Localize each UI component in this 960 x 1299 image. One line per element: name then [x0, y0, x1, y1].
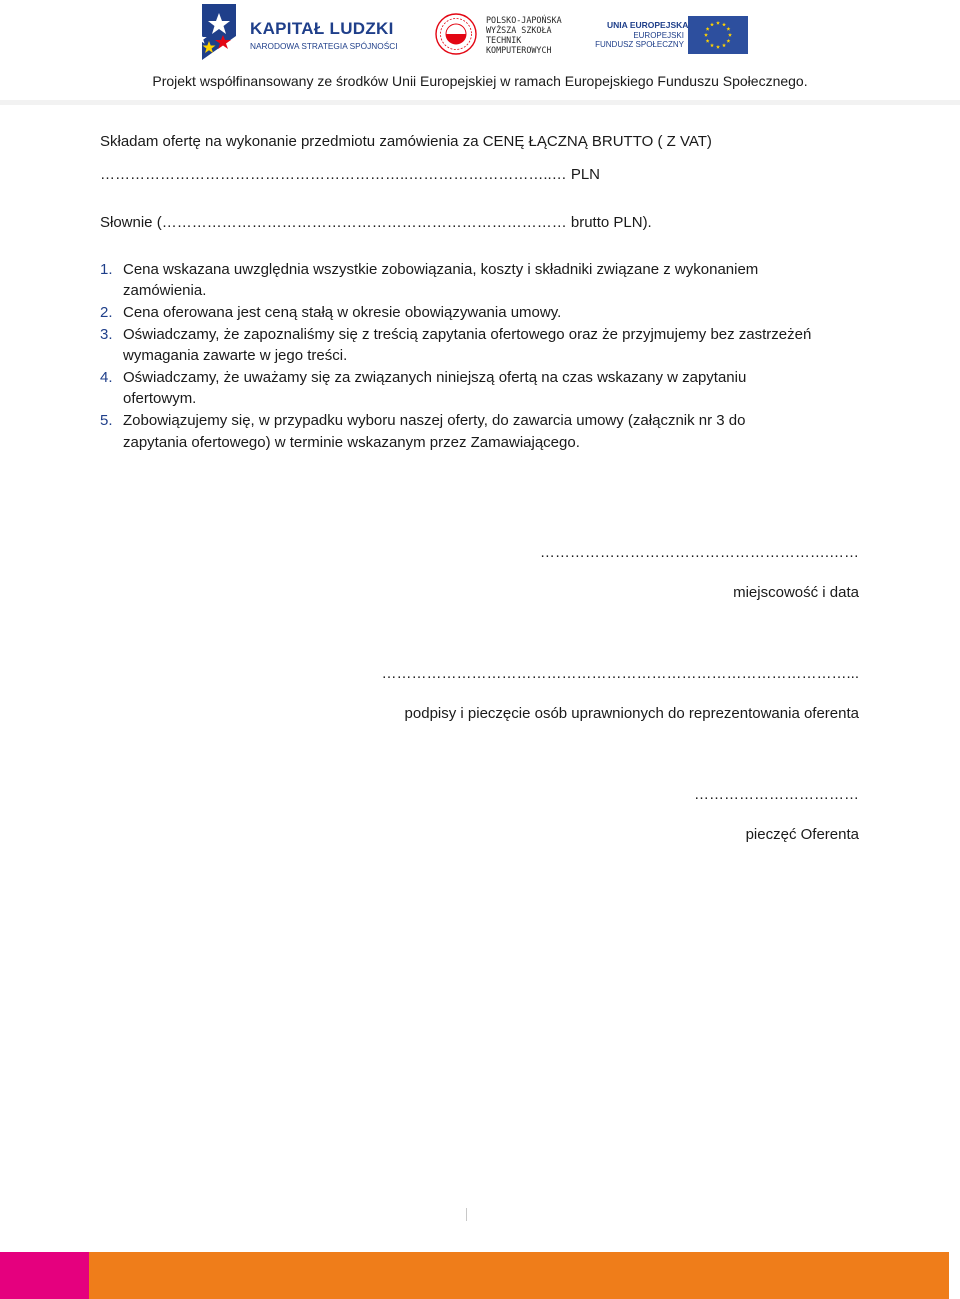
kapital-ludzki-subtitle: NARODOWA STRATEGIA SPÓJNOŚCI — [250, 41, 398, 51]
list-number: 1. — [100, 260, 113, 278]
list-item-text: Oświadczamy, że uważamy się za związanych niniejszą ofertą na czas wskazany w zapytaniu — [123, 368, 747, 386]
pjwstk-logo — [434, 12, 574, 56]
eu-subtitle-line-2: FUNDUSZ SPOŁECZNY — [595, 40, 684, 49]
list-item-text: Cena wskazana uwzględnia wszystkie zobowiązania, koszty i składniki związane z wykonaniem — [123, 260, 759, 278]
place-date-dots: ………………………………………………….…… — [539, 544, 859, 561]
stamp-label: pieczęć Oferenta — [745, 826, 859, 843]
list-number: 5. — [100, 411, 113, 429]
eu-title: UNIA EUROPEJSKA — [607, 20, 689, 30]
footer-bar-pink — [0, 1252, 89, 1299]
words-line: Słownie (……………………………………………………………………… brutto PLN). — [100, 214, 652, 232]
signature-dots: …………………………………………………………………………………... — [381, 665, 859, 682]
list-item — [100, 259, 860, 302]
list-item-text: Cena oferowana jest ceną stałą w okresie obowiązywania umowy. — [123, 303, 562, 321]
list-item-text: wymagania zawarte w jego treści. — [123, 347, 348, 365]
page-header — [0, 0, 960, 102]
eu-flag-icon — [688, 16, 748, 54]
list-number: 2. — [100, 303, 113, 321]
list-item — [100, 324, 860, 367]
pjwstk-line-4: KOMPUTEROWYCH — [486, 45, 552, 55]
list-item-text: ofertowym. — [123, 390, 197, 408]
list-item — [100, 410, 860, 453]
signature-label: podpisy i pieczęcie osób uprawnionych do reprezentowania oferenta — [404, 705, 859, 722]
list-item-text: zapytania ofertowego) w terminie wskazanym przez Zamawiającego. — [123, 433, 580, 451]
list-number: 3. — [100, 325, 113, 343]
eu-subtitle-line-1: EUROPEJSKI — [633, 31, 684, 40]
offer-intro: Składam ofertę na wykonanie przedmiotu zamówienia za CENĘ ŁĄCZNĄ BRUTTO ( Z VAT) — [100, 133, 712, 150]
list-item — [100, 367, 860, 410]
list-item-text: Zobowiązujemy się, w przypadku wyboru naszej oferty, do zawarcia umowy (załącznik nr 3 do — [123, 411, 746, 429]
list-number: 4. — [100, 368, 113, 386]
declarations-list — [100, 259, 860, 453]
pjwstk-emblem-icon — [434, 12, 478, 56]
offer-section — [100, 131, 860, 453]
kapital-ludzki-emblem-icon — [196, 2, 242, 62]
kapital-ludzki-title: KAPITAŁ LUDZKI — [250, 19, 394, 38]
text-cursor-mark — [466, 1208, 467, 1221]
price-line: ……………………………………………………..………………………..… PLN — [100, 165, 601, 183]
place-date-label: miejscowość i data — [733, 584, 859, 601]
kapital-ludzki-logo — [196, 2, 396, 62]
list-item-text: zamówienia. — [123, 282, 207, 300]
header-divider — [0, 100, 960, 105]
footer-bar-orange — [89, 1252, 949, 1299]
pjwstk-line-1: POLSKO-JAPOŃSKA — [486, 15, 562, 25]
pjwstk-line-3: TECHNIK — [486, 35, 522, 45]
cofinancing-note: Projekt współfinansowany ze środków Unii Europejskiej w ramach Europejskiego Funduszu Społecznego. — [152, 73, 808, 89]
eu-efs-logo — [595, 14, 749, 56]
list-item — [100, 302, 860, 324]
list-item-text: Oświadczamy, że zapoznaliśmy się z treścią zapytania ofertowego oraz że przyjmujemy bez zastrzeżeń — [123, 325, 812, 343]
pjwstk-line-2: WYŻSZA SZKOŁA — [486, 25, 552, 35]
stamp-dots: …………………………… — [694, 786, 859, 803]
